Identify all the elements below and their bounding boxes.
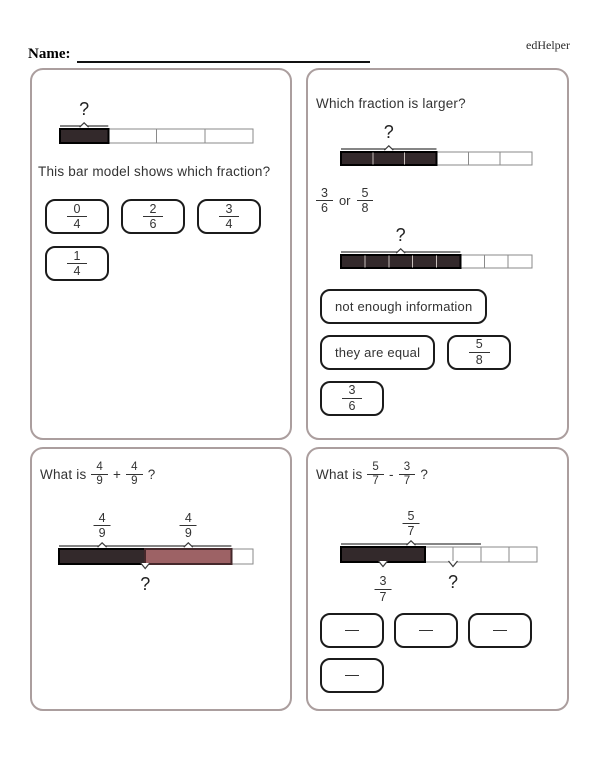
bar-top-labels [58,98,255,122]
bar-label: ? [140,574,151,595]
answer-option[interactable] [468,613,532,648]
question-card-3 [30,447,292,711]
operator: - [389,467,394,483]
question-text: What is $\frac{4}{9}$ + $\frac{4}{9}$ ? [40,461,156,488]
answer-option[interactable] [394,613,458,648]
bar-graphic [339,145,534,172]
bar-graphic [339,540,539,569]
answer-option[interactable]: they are equal [320,335,435,370]
bar-bottom-labels [57,571,255,599]
bar-graphic [57,542,255,571]
bar-graphic [339,248,534,275]
question-text: What is $\frac{5}{7}$ - $\frac{3}{7}$ ? [316,461,429,488]
bar-label: ? [447,572,459,593]
question-text: Which fraction is larger? [316,96,466,111]
answer-option[interactable]: $\frac{5}{8}$ [447,335,511,370]
brand-logo: edHelper [526,38,570,52]
bar-bottom-labels [339,569,539,605]
answers-group [320,613,556,693]
name-row [28,46,370,63]
bar-label: $\frac{4}{9}$ [180,509,197,541]
bar-label: ? [383,122,394,142]
comparison-word: or [338,193,351,209]
answer-option[interactable]: $\frac{1}{4}$ [45,246,109,281]
bar-graphic [58,122,255,150]
name-line[interactable] [77,48,370,63]
bar-label: $\frac{3}{7}$ [375,572,392,604]
bar-model-q2-first [339,121,534,172]
question-card-4 [306,447,569,711]
fraction-comparison: $\frac{3}{6}$ or $\frac{5}{8}$ [316,186,373,216]
bar-model-q2-second [339,224,534,275]
bar-label: ? [79,99,90,119]
question-card-1 [30,68,292,440]
bar-top-labels [339,224,534,248]
bar-label: ? [395,224,406,245]
bar-top-labels [57,504,255,542]
bar-label: $\frac{5}{7}$ [403,507,420,539]
bar-model-q1 [58,98,255,150]
question-text: This bar model shows which fraction? [38,164,271,179]
answer-option[interactable]: $\frac{0}{4}$ [45,199,109,234]
bar-top-labels [339,502,539,540]
name-label: Name: [28,46,71,62]
bar-model-q3 [57,504,255,599]
bar-model-q4 [339,502,539,605]
answer-option[interactable]: $\frac{3}{4}$ [197,199,261,234]
operator: + [113,467,122,483]
answers-group [45,199,269,281]
answer-option[interactable]: not enough information [320,289,487,324]
answer-option[interactable] [320,613,384,648]
answer-option[interactable]: $\frac{2}{6}$ [121,199,185,234]
question-card-2 [306,68,569,440]
answer-option[interactable]: $\frac{3}{6}$ [320,381,384,416]
answers-group [320,289,560,416]
answer-option[interactable] [320,658,384,693]
bar-label: $\frac{4}{9}$ [94,509,111,541]
bar-top-labels [339,121,534,145]
